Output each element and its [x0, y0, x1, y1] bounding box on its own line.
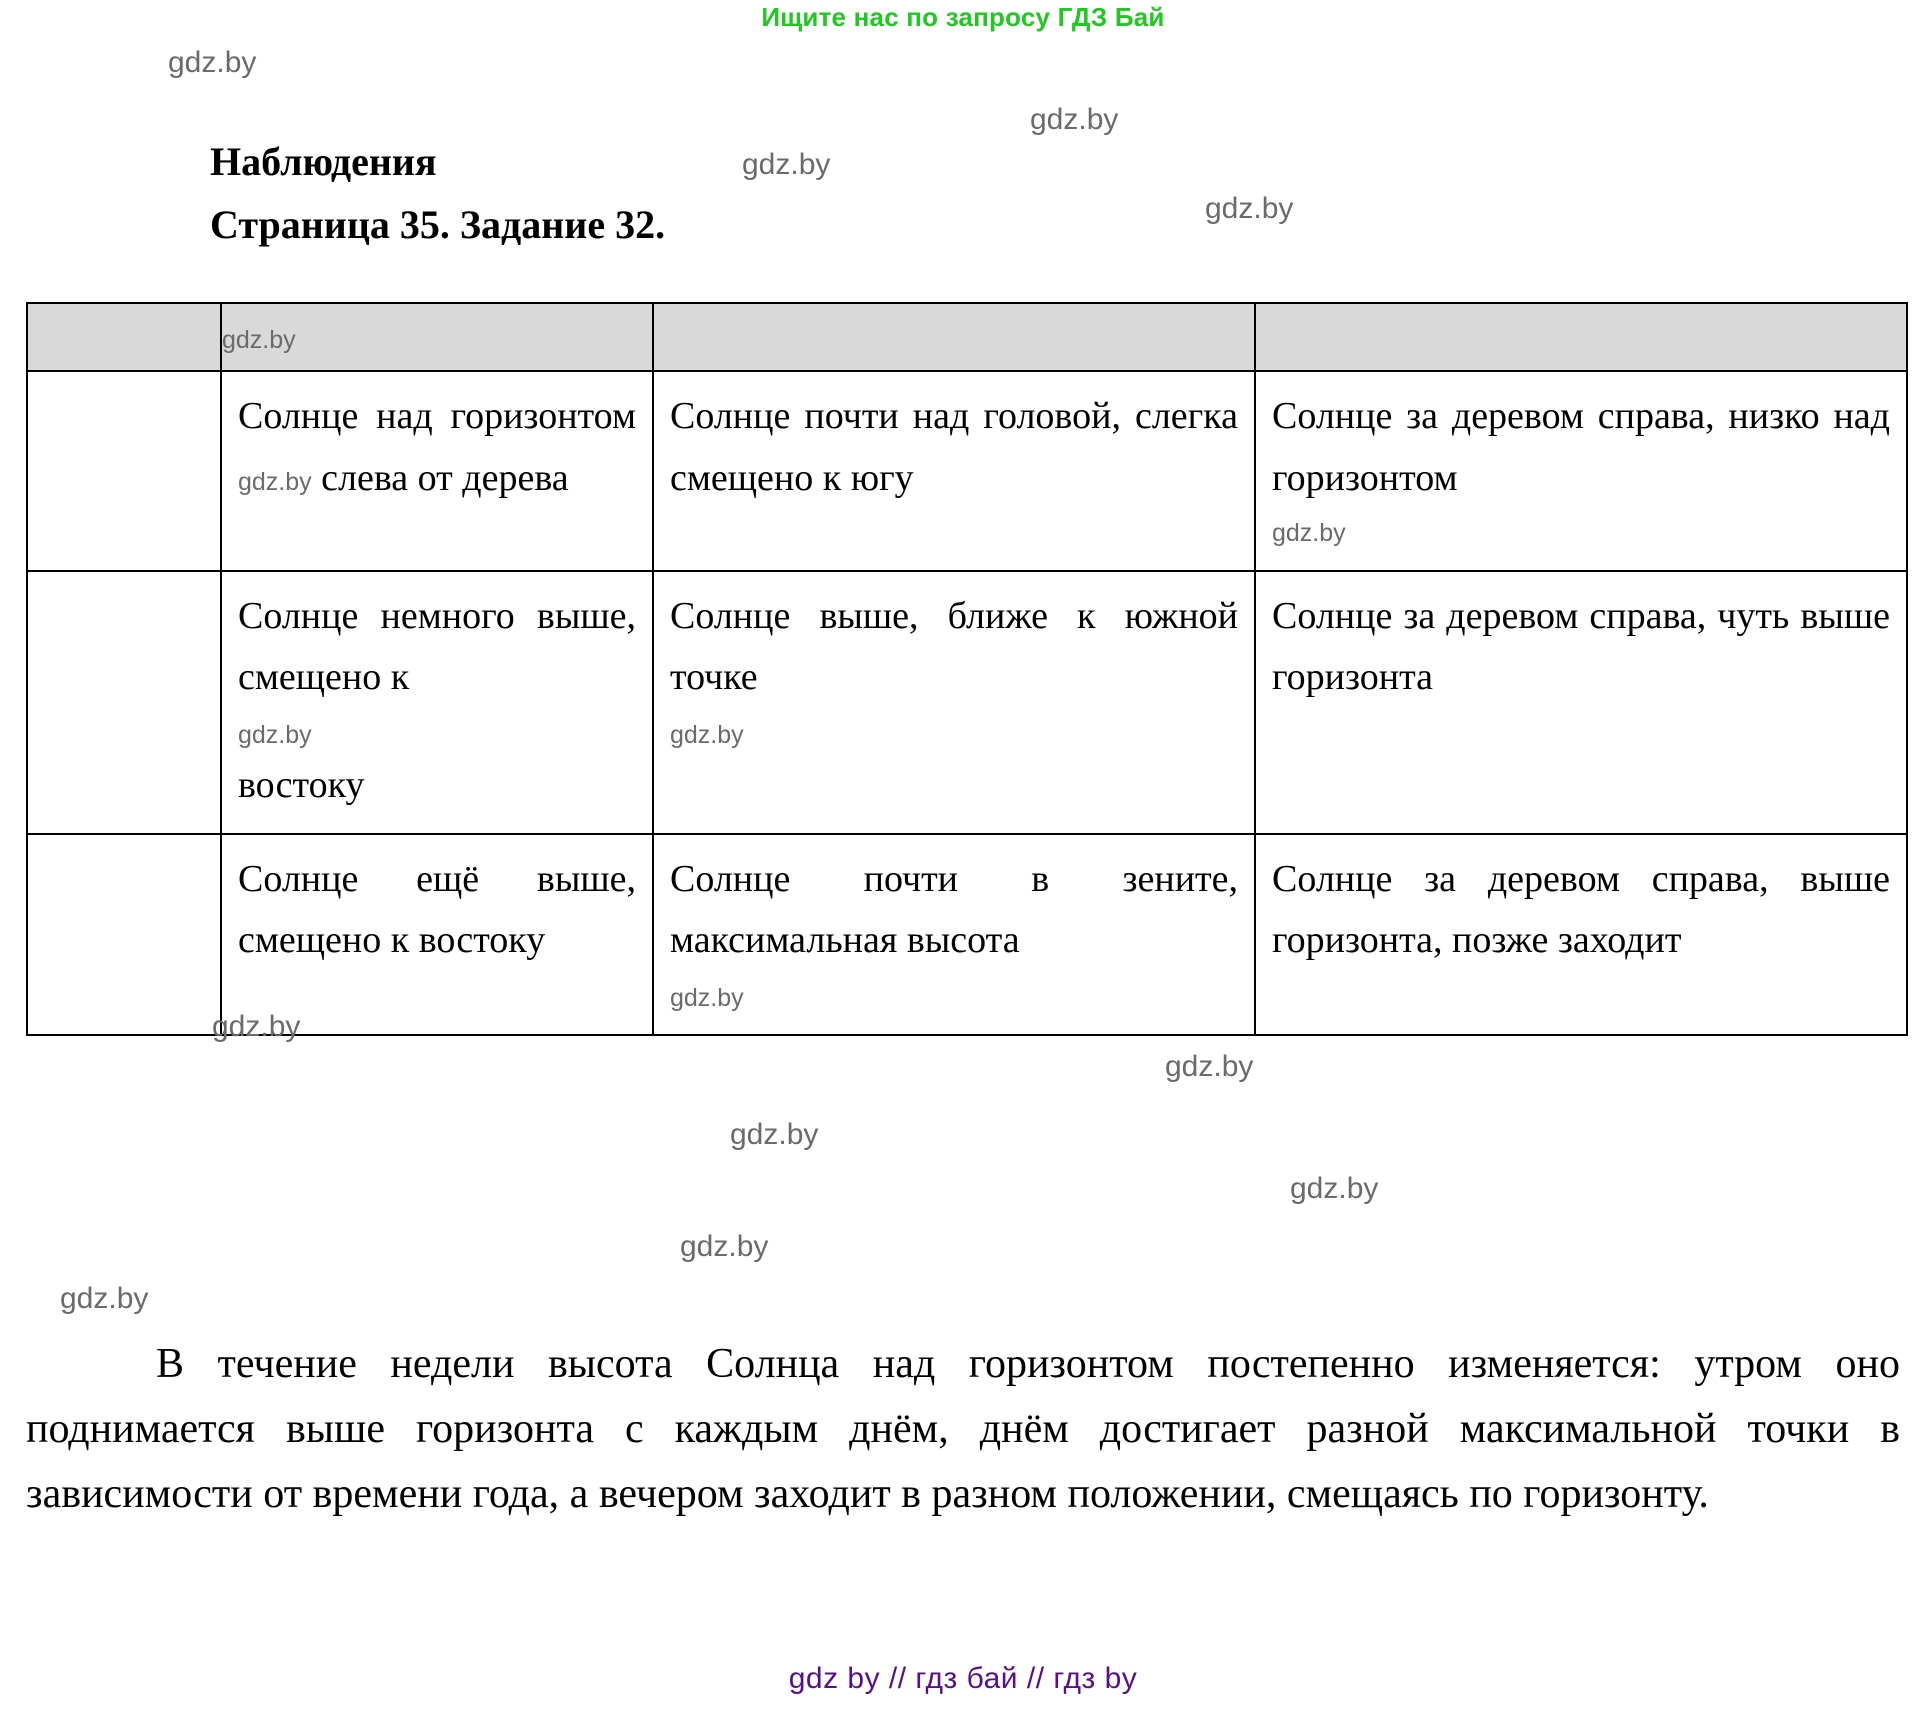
cell-morning — [221, 571, 653, 834]
summary-paragraph: В течение недели высота Солнца над горизонтом постепенно изменяется: утром оно поднимается выше горизонта с каждым днём, днём достигает разной максимальной точки в зависимости от времени года, а вечером заходит в разном положении, смещаясь по горизонту. — [26, 1341, 1900, 1518]
page-title: Наблюдения — [210, 139, 437, 184]
promo-banner: Ищите нас по запросу ГДЗ Бай — [761, 2, 1165, 32]
watermark-text: gdz.by — [1272, 519, 1346, 548]
cell-text: Солнце выше, ближе к южной точке — [670, 594, 1238, 699]
observations-table — [26, 302, 1908, 1036]
row-label-cell — [27, 834, 221, 1036]
watermark-text: gdz.by — [1290, 1172, 1379, 1205]
cell-text: Солнце почти в зените, максимальная высота — [670, 857, 1238, 962]
watermark-text: gdz.by — [742, 148, 831, 181]
cell-evening — [1255, 371, 1907, 571]
watermark-text: gdz.by — [212, 1010, 301, 1043]
page-heading-block — [210, 140, 1710, 248]
table-header-row — [27, 303, 1907, 371]
cell-evening: Солнце за деревом справа, чуть выше горизонта — [1255, 571, 1907, 834]
watermark-text: gdz.by — [680, 1230, 769, 1263]
table-row — [27, 834, 1907, 1036]
table-header-cell-noon — [653, 303, 1255, 371]
page-subtitle: Страница 35. Задание 32. — [210, 201, 666, 247]
watermark-text: gdz.by — [168, 46, 257, 79]
cell-text-tail: слева от дерева — [321, 456, 569, 499]
cell-text: Солнце над горизонтом — [238, 395, 636, 437]
watermark-text: gdz.by — [1205, 192, 1294, 225]
cell-text-tail: востоку — [238, 764, 365, 807]
row-label-cell — [27, 571, 221, 834]
watermark-text: gdz.by — [730, 1118, 819, 1151]
cell-noon: Солнце почти над головой, слегка смещено к югу — [653, 371, 1255, 571]
watermark-text: gdz.by — [60, 1282, 149, 1315]
watermark-text: gdz.by — [670, 720, 744, 749]
watermark-text: gdz.by — [222, 326, 296, 355]
cell-morning — [221, 371, 653, 571]
watermark-text: gdz.by — [1165, 1050, 1254, 1083]
cell-noon — [653, 571, 1255, 834]
watermark-text: gdz.by — [238, 720, 312, 749]
row-label-cell — [27, 371, 221, 571]
table-header-label-cell — [27, 303, 221, 371]
watermark-text: gdz.by — [1030, 103, 1119, 136]
table-header-cell-morning — [221, 303, 653, 371]
cell-morning: Солнце ещё выше, смещено к востоку — [221, 834, 653, 1036]
table-row — [27, 571, 1907, 834]
watermark-text: gdz.by — [670, 983, 744, 1012]
cell-noon — [653, 834, 1255, 1036]
cell-evening: Солнце за деревом справа, выше горизонта, позже заходит — [1255, 834, 1907, 1036]
cell-text: Солнце немного выше, смещено к — [238, 594, 636, 699]
watermark-text: gdz.by — [238, 467, 312, 496]
table-row — [27, 371, 1907, 571]
footer-branding: gdz by // гдз бай // гдз by — [788, 1662, 1138, 1695]
cell-text: Солнце за деревом справа, низко над горизонтом — [1272, 395, 1890, 499]
table-header-cell-evening — [1255, 303, 1907, 371]
